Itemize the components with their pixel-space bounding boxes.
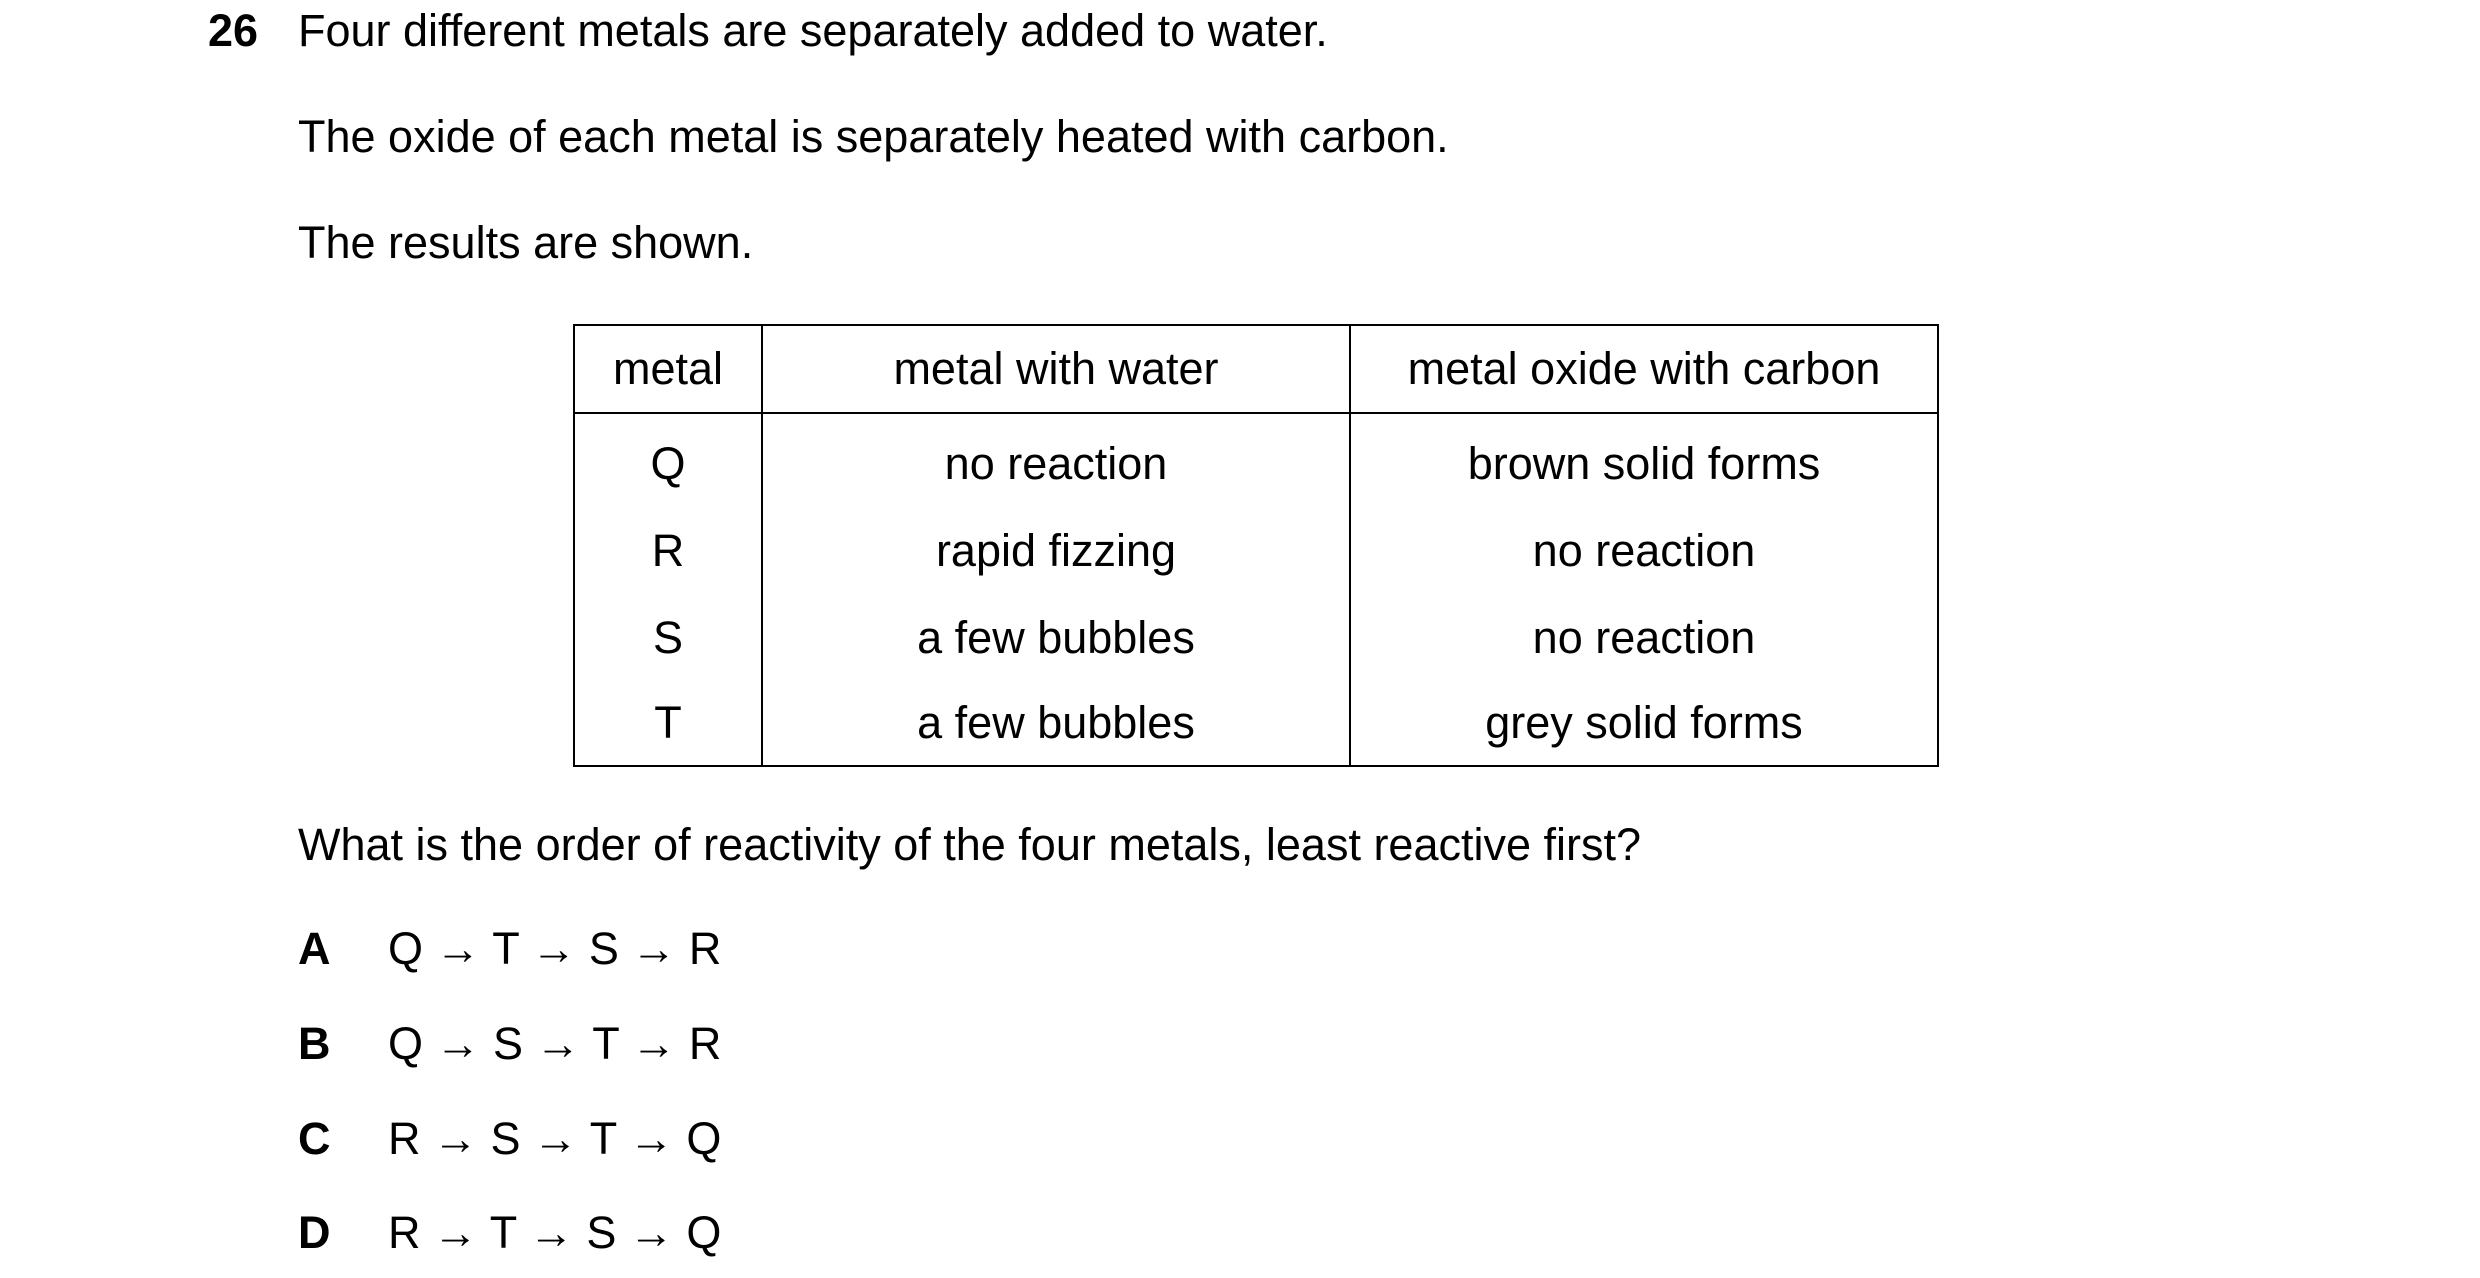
cell-water-result: a few bubbles <box>762 594 1350 681</box>
cell-carbon-result: no reaction <box>1350 594 1938 681</box>
option-d[interactable] <box>298 1204 721 1262</box>
cell-water-result: no reaction <box>762 413 1350 507</box>
option-text: Q → S → T → R <box>388 1018 722 1069</box>
table-row <box>574 681 1938 766</box>
option-letter: B <box>298 1018 331 1069</box>
question-number: 26 <box>208 5 259 56</box>
table-row <box>574 594 1938 681</box>
option-c[interactable] <box>298 1110 721 1168</box>
header-metal-with-water: metal with water <box>762 325 1350 413</box>
cell-metal: Q <box>574 413 762 507</box>
header-metal-oxide-with-carbon: metal oxide with carbon <box>1350 325 1938 413</box>
option-a[interactable] <box>298 920 721 978</box>
question-stem-line-1: Four different metals are separately added to water. <box>298 5 1328 56</box>
cell-water-result: a few bubbles <box>762 681 1350 766</box>
cell-metal: S <box>574 594 762 681</box>
cell-carbon-result: grey solid forms <box>1350 681 1938 766</box>
header-metal: metal <box>574 325 762 413</box>
question-stem-line-3: The results are shown. <box>298 217 754 268</box>
option-text: Q → T → S → R <box>388 923 722 974</box>
option-letter: C <box>298 1113 331 1164</box>
option-letter: D <box>298 1207 331 1258</box>
option-text: R → T → S → Q <box>388 1207 722 1258</box>
cell-carbon-result: no reaction <box>1350 507 1938 594</box>
option-b[interactable] <box>298 1015 721 1073</box>
question-stem-line-2: The oxide of each metal is separately heated with carbon. <box>298 111 1449 162</box>
cell-metal: T <box>574 681 762 766</box>
results-table <box>573 324 1939 767</box>
option-text: R → S → T → Q <box>388 1113 722 1164</box>
table-row <box>574 413 1938 507</box>
cell-water-result: rapid fizzing <box>762 507 1350 594</box>
cell-carbon-result: brown solid forms <box>1350 413 1938 507</box>
cell-metal: R <box>574 507 762 594</box>
table-header-row <box>574 325 1938 413</box>
question-prompt: What is the order of reactivity of the four metals, least reactive first? <box>298 819 1642 870</box>
table-row <box>574 507 1938 594</box>
option-letter: A <box>298 923 331 974</box>
